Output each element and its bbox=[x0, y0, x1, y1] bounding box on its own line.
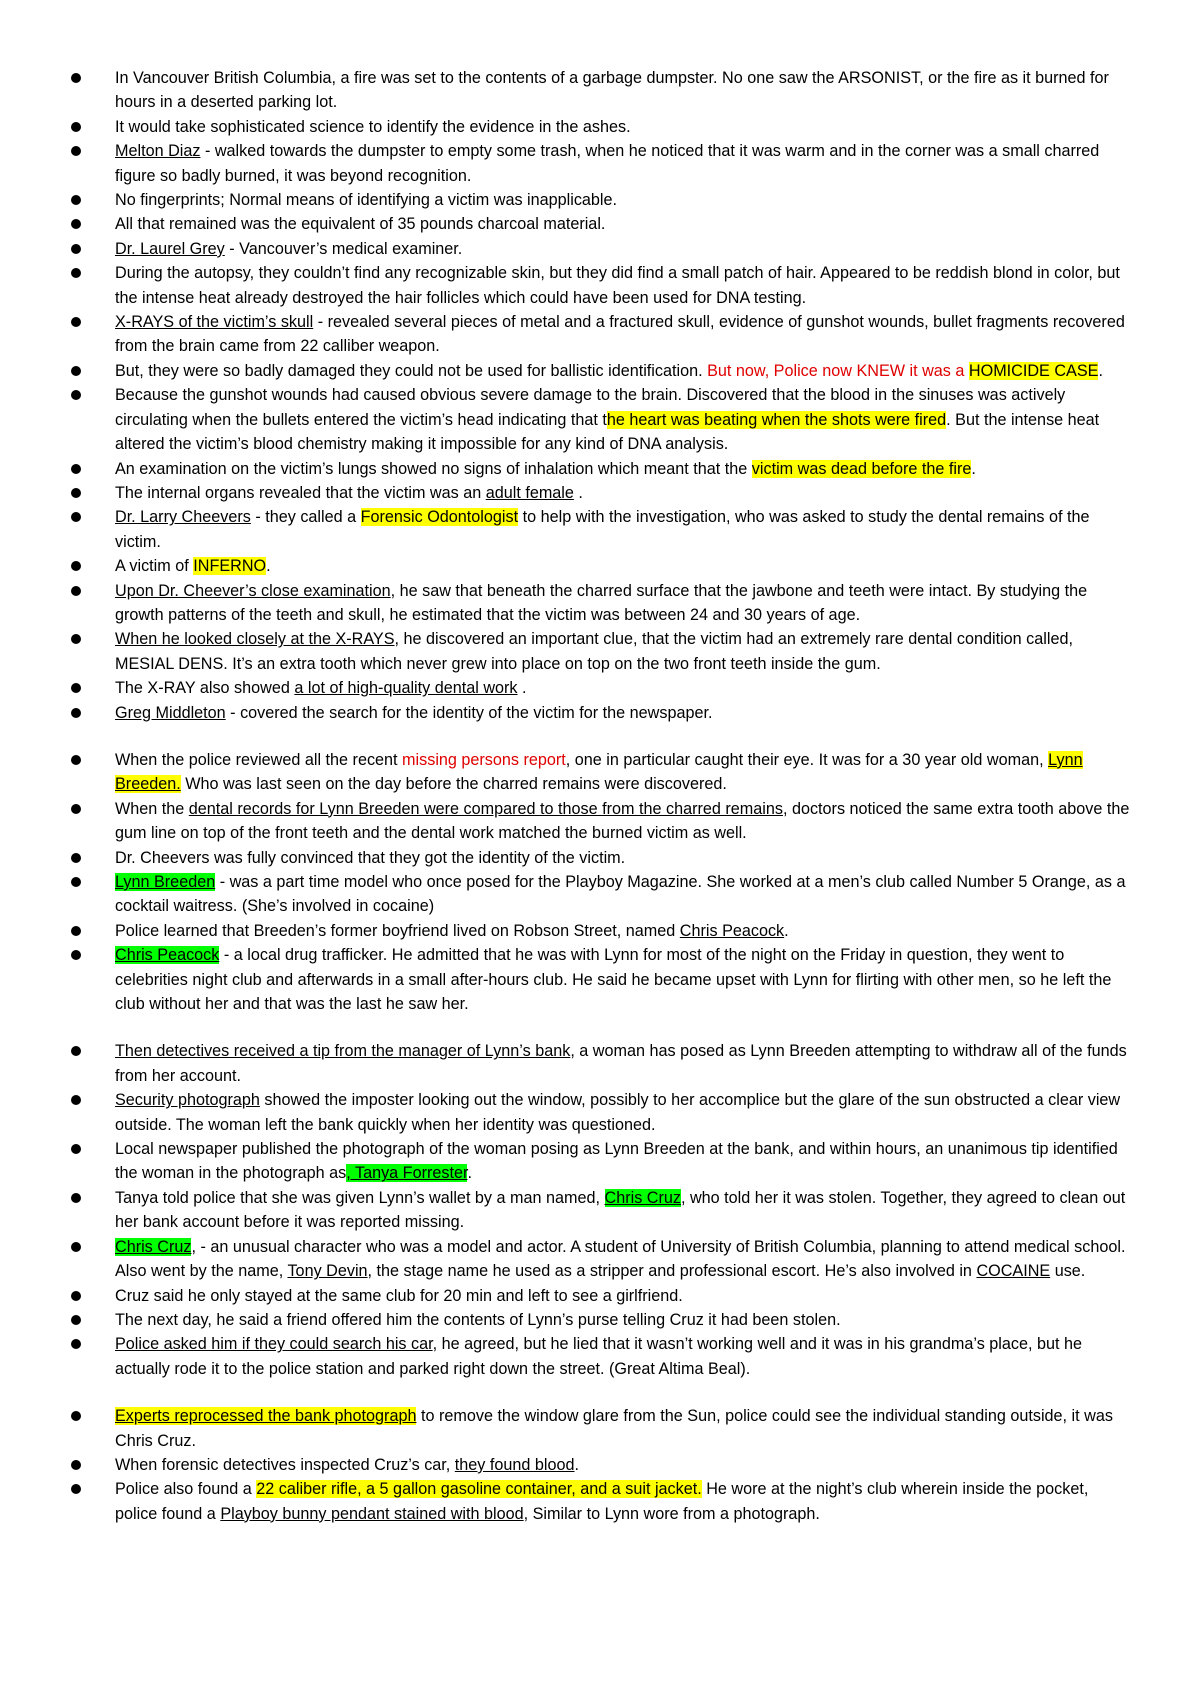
text-segment: Chris Cruz bbox=[115, 1237, 192, 1256]
list-item bbox=[0, 115, 1200, 139]
list-item bbox=[0, 1284, 1200, 1308]
text-segment: INFERNO bbox=[193, 557, 267, 576]
list-item bbox=[0, 1332, 1200, 1381]
text-segment: . bbox=[1098, 361, 1103, 380]
text-segment: Tanya told police that she was given Lynn’s wallet by a man named, bbox=[115, 1188, 605, 1207]
text-segment: Dr. Larry Cheevers bbox=[115, 508, 251, 527]
text-segment: . bbox=[266, 557, 271, 576]
text-segment: The internal organs revealed that the victim was an bbox=[115, 483, 486, 502]
text-segment: to help with the investigation, who was asked to study the dental remains of the victim. bbox=[115, 508, 1090, 551]
text-segment: , the stage name he used as a stripper and professional escort. He’s also involved in bbox=[367, 1262, 977, 1281]
list-item bbox=[0, 359, 1200, 383]
text-segment: Cruz said he only stayed at the same club for 20 min and left to see a girlfriend. bbox=[115, 1286, 683, 1305]
text-segment: , doctors noticed the same extra tooth above the gum line on top of the front teeth and the dental work matched the burned victim as well. bbox=[115, 799, 1130, 843]
list-item bbox=[0, 701, 1200, 725]
list-item bbox=[0, 676, 1200, 700]
list-item bbox=[0, 1235, 1200, 1284]
list-item bbox=[0, 943, 1200, 1016]
text-segment: No fingerprints; Normal means of identifying a victim was inapplicable. bbox=[115, 191, 618, 210]
text-segment: Chris Cruz bbox=[604, 1188, 681, 1207]
list-item bbox=[0, 846, 1200, 870]
text-segment: , who told her it was stolen. Together, they agreed to clean out her bank account before it was reported missing. bbox=[115, 1188, 1126, 1232]
text-segment: Then detectives received a tip from the manager of Lynn’s bank bbox=[115, 1042, 571, 1061]
text-segment: missing persons report bbox=[402, 750, 566, 769]
text-segment: Who was last seen on the day before the charred remains were discovered. bbox=[180, 775, 727, 794]
text-segment: 22 caliber rifle, a 5 gallon gasoline container, and a suit jacket. bbox=[256, 1480, 702, 1499]
text-segment: The next day, he said a friend offered him the contents of Lynn’s purse telling Cruz it had been stolen. bbox=[115, 1310, 841, 1329]
list-item bbox=[0, 579, 1200, 628]
list-item bbox=[0, 212, 1200, 236]
list-item bbox=[0, 1308, 1200, 1332]
text-segment: Greg Middleton bbox=[115, 703, 226, 722]
text-segment: A victim of bbox=[115, 557, 194, 576]
list-item bbox=[0, 1137, 1200, 1186]
text-segment: Police asked him if they could search his car bbox=[115, 1335, 433, 1354]
text-segment: victim was dead before the fire bbox=[751, 459, 972, 478]
list-item bbox=[0, 627, 1200, 676]
list-item bbox=[0, 1088, 1200, 1137]
text-segment: COCAINE bbox=[976, 1262, 1051, 1281]
text-segment: , Tanya Forrester bbox=[346, 1164, 468, 1183]
text-segment: When forensic detectives inspected Cruz’s car, bbox=[115, 1455, 455, 1474]
text-segment: - Vancouver’s medical examiner. bbox=[224, 239, 463, 258]
text-segment: , Similar to Lynn wore from a photograph. bbox=[523, 1504, 820, 1523]
list-item bbox=[0, 457, 1200, 481]
list-item bbox=[0, 188, 1200, 212]
text-segment: Chris Peacock bbox=[115, 946, 220, 965]
text-segment: . But the intense heat altered the victim’s blood chemistry making it impossible for any kind of DNA analysis. bbox=[115, 410, 1100, 454]
list-item bbox=[0, 139, 1200, 188]
text-segment: , - an unusual character who was a model and actor. A student of University of British Columbia, planning to attend medical school. Also went by the name, bbox=[115, 1237, 1126, 1281]
text-segment: But now, Police now KNEW it was a bbox=[707, 361, 969, 380]
text-segment: An examination on the victim’s lungs showed no signs of inhalation which meant that the bbox=[115, 459, 752, 478]
text-segment: HOMICIDE CASE bbox=[968, 361, 1099, 380]
text-segment: Police learned that Breeden’s former boyfriend lived on Robson Street, named bbox=[115, 921, 680, 940]
list-item bbox=[0, 505, 1200, 554]
list-item bbox=[0, 1186, 1200, 1235]
list-item bbox=[0, 310, 1200, 359]
text-segment: . bbox=[467, 1164, 472, 1183]
text-segment: dental records for Lynn Breeden were compared to those from the charred remains bbox=[188, 799, 783, 818]
text-segment: , a woman has posed as Lynn Breeden attempting to withdraw all of the funds from her account. bbox=[115, 1042, 1127, 1085]
text-segment: - covered the search for the identity of the victim for the newspaper. bbox=[225, 703, 713, 722]
text-segment: . bbox=[573, 483, 583, 502]
list-item bbox=[0, 1404, 1200, 1453]
text-segment: When the police reviewed all the recent bbox=[115, 750, 403, 769]
text-segment: Because the gunshot wounds had caused obvious severe damage to the brain. Discovered that the blood in the sinuses was actively circulating when the bullets entered the victim’s head indicating that t bbox=[115, 386, 1066, 429]
text-segment: . bbox=[784, 921, 789, 940]
list-item bbox=[0, 1039, 1200, 1088]
text-segment: . bbox=[574, 1455, 580, 1474]
text-segment: Dr. Laurel Grey bbox=[115, 239, 225, 258]
list-item bbox=[0, 554, 1200, 578]
text-segment: Tony Devin bbox=[287, 1262, 368, 1281]
text-segment: to remove the window glare from the Sun, police could see the individual standing outside, it was Chris Cruz. bbox=[115, 1407, 1113, 1450]
text-segment: , he agreed, but he lied that it wasn’t working well and it was in his grandma’s place, but he actually rode it to the police station and parked right down the street. (Great Altima Beal). bbox=[115, 1335, 1082, 1378]
text-segment: showed the imposter looking out the window, possibly to her accomplice but the glare of the sun obstructed a clear view outside. The woman left the bank quickly when her identity was questioned. bbox=[115, 1091, 1121, 1134]
text-segment: It would take sophisticated science to identify the evidence in the ashes. bbox=[115, 117, 631, 136]
text-segment: In Vancouver British Columbia, a fire was set to the contents of a garbage dumpster. No one saw the ARSONIST, or the fire as it burned for hours in a deserted parking lot. bbox=[115, 69, 1109, 112]
text-segment: During the autopsy, they couldn’t find any recognizable skin, but they did find a small patch of hair. Appeared to be reddish blond in color, but the intense heat already destroyed the hair follicles which could have been used for DNA testing. bbox=[115, 264, 1120, 307]
text-segment: When he looked closely at the X-RAYS bbox=[115, 630, 395, 649]
text-segment: - walked towards the dumpster to empty some trash, when he noticed that it was warm and in the corner was a small charred figure so badly burned, it was beyond recognition. bbox=[115, 142, 1100, 185]
text-segment: But, they were so badly damaged they could not be used for ballistic identification. bbox=[115, 361, 708, 380]
text-segment: He wore at the night’s club wherein inside the pocket, police found a bbox=[115, 1480, 1089, 1523]
text-segment: he heart was beating when the shots were fired bbox=[606, 410, 947, 429]
list-item bbox=[0, 66, 1200, 115]
text-segment: Lynn Breeden bbox=[115, 873, 216, 891]
text-segment: , one in particular caught their eye. It was for a 30 year old woman, bbox=[565, 750, 1049, 769]
text-segment: When the bbox=[115, 799, 189, 818]
text-segment: Police also found a bbox=[115, 1480, 257, 1499]
text-segment: The X-RAY also showed bbox=[115, 679, 295, 698]
list-item bbox=[0, 1453, 1200, 1477]
list-item bbox=[0, 919, 1200, 943]
text-segment: Lynn Breeden. bbox=[115, 750, 1083, 794]
text-segment: Security photograph bbox=[115, 1091, 260, 1110]
text-segment: Experts reprocessed the bank photograph bbox=[115, 1407, 417, 1426]
list-item bbox=[0, 237, 1200, 261]
list-item bbox=[0, 383, 1200, 456]
text-segment: , he saw that beneath the charred surface that the jawbone and teeth were intact. By studying the growth patterns of the teeth and skull, he estimated that the victim was between 24 and 30 years of age. bbox=[115, 581, 1088, 624]
text-segment: Playboy bunny pendant stained with blood bbox=[220, 1504, 524, 1523]
bullet-list bbox=[0, 66, 1200, 1526]
text-segment: X-RAYS of the victim’s skull bbox=[115, 313, 314, 332]
document-page bbox=[0, 66, 1200, 1526]
text-segment: - a local drug trafficker. He admitted that he was with Lynn for most of the night on the Friday in question, they went to celebrities night club and afterwards in a small after-hours club. He said he became upset with Lynn for flirting with other men, so he left the club without her and that was the last he saw her. bbox=[115, 946, 1112, 1014]
text-segment: Local newspaper published the photograph of the woman posing as Lynn Breeden at the bank, and within hours, an unanimous tip identified the woman in the photograph as bbox=[115, 1140, 1118, 1183]
text-segment: adult female bbox=[485, 483, 574, 502]
list-item bbox=[0, 1477, 1200, 1526]
list-item bbox=[0, 797, 1200, 846]
text-segment: - they called a bbox=[250, 508, 361, 527]
text-segment: Upon Dr. Cheever’s close examination bbox=[115, 581, 391, 600]
text-segment: use. bbox=[1050, 1262, 1086, 1281]
text-segment: . bbox=[517, 679, 527, 698]
text-segment: . bbox=[971, 459, 976, 478]
text-segment: All that remained was the equivalent of 35 pounds charcoal material. bbox=[115, 215, 606, 234]
list-item bbox=[0, 261, 1200, 310]
list-item bbox=[0, 870, 1200, 919]
text-segment: Melton Diaz bbox=[115, 142, 201, 161]
list-item bbox=[0, 748, 1200, 797]
text-segment: a lot of high-quality dental work bbox=[294, 679, 518, 698]
text-segment: - revealed several pieces of metal and a fractured skull, evidence of gunshot wounds, bullet fragments recovered from the brain came from 22 calliber weapon. bbox=[115, 313, 1125, 356]
text-segment: Chris Peacock bbox=[679, 921, 785, 940]
text-segment: Forensic Odontologist bbox=[360, 508, 519, 527]
text-segment: - was a part time model who once posed for the Playboy Magazine. She worked at a men’s club called Number 5 Orange, as a cocktail waitress. (She’s involved in cocaine) bbox=[115, 873, 1126, 916]
list-item bbox=[0, 481, 1200, 505]
text-segment: Dr. Cheevers was fully convinced that they got the identity of the victim. bbox=[115, 848, 626, 867]
text-segment: , he discovered an important clue, that the victim had an extremely rare dental condition called, MESIAL DENS. It’s an extra tooth which never grew into place on top on the two front teeth inside the gum. bbox=[115, 630, 1073, 673]
text-segment: they found blood bbox=[454, 1455, 575, 1474]
